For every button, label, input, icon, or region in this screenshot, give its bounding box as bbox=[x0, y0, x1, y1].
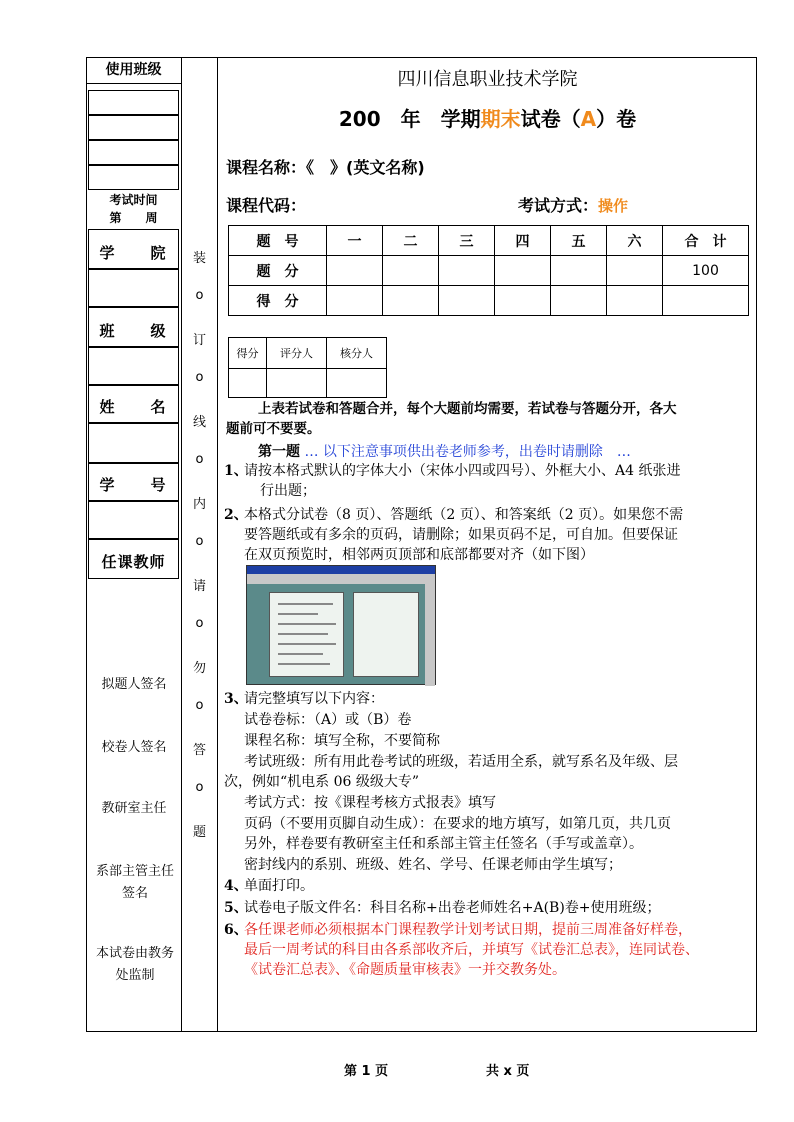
grader-value-row bbox=[229, 369, 387, 398]
exam-time-text: 考试时间 bbox=[109, 193, 158, 207]
item-text: 次，例如“机电系 06 级级大专” bbox=[224, 774, 420, 790]
item-text: 各任课老师必须根据本门课程教学计划考试日期，提前三周准备好样卷， bbox=[244, 922, 692, 938]
item-text: 试卷电子版文件名：科目名称+出卷老师姓名+A(B)卷+使用班级； bbox=[244, 900, 661, 916]
item-text: 请完整填写以下内容： bbox=[244, 691, 384, 707]
binding-char: 请 bbox=[192, 579, 206, 594]
checker-signature-label: 校卷人签名 bbox=[101, 740, 167, 755]
score-cell[interactable] bbox=[439, 256, 495, 286]
title-mid: 试卷（ bbox=[520, 107, 581, 131]
binding-char: 答 bbox=[192, 743, 206, 758]
binding-char: 线 bbox=[192, 415, 206, 430]
score-row-points bbox=[229, 256, 749, 286]
item-text: 试卷卷标：（A）或（B）卷 bbox=[244, 712, 412, 728]
exam-title bbox=[218, 103, 757, 132]
binding-char: o bbox=[195, 616, 204, 631]
title-pre: 200 年 学期 bbox=[338, 107, 481, 131]
score-cell[interactable] bbox=[327, 256, 383, 286]
grader-header: 得分 bbox=[229, 338, 267, 369]
binding-char: o bbox=[195, 288, 204, 303]
binding-line-column bbox=[182, 57, 217, 1032]
score-cell[interactable] bbox=[663, 286, 749, 316]
score-cell: 一 bbox=[327, 226, 383, 256]
question-1-label: 第一题 bbox=[258, 444, 300, 460]
class-field[interactable] bbox=[88, 115, 179, 140]
college-field[interactable] bbox=[88, 269, 179, 307]
item-text: 请按本格式默认的字体大小（宋体小四或四号）、外框大小、A4 纸张进 bbox=[244, 463, 681, 479]
question-1-heading bbox=[258, 443, 631, 462]
grader-cell[interactable] bbox=[327, 369, 387, 398]
binding-char: 勿 bbox=[192, 661, 206, 676]
item-text: 页码（不要用页脚自动生成）：在要求的地方填写，如第几页，共几页 bbox=[244, 816, 671, 832]
title-version: A bbox=[580, 107, 597, 131]
score-cell: 六 bbox=[607, 226, 663, 256]
preview-page-right bbox=[353, 592, 419, 677]
item-number: 2、 bbox=[224, 507, 248, 523]
score-cell[interactable] bbox=[327, 286, 383, 316]
student-id-field[interactable] bbox=[88, 501, 179, 539]
item-number: 6、 bbox=[224, 922, 248, 938]
school-name: 四川信息职业技术学院 bbox=[397, 69, 578, 90]
class-name-field[interactable] bbox=[88, 347, 179, 385]
class-field[interactable] bbox=[88, 165, 179, 190]
student-info-sidebar bbox=[86, 57, 182, 1032]
exam-method-label: 考试方式： bbox=[518, 196, 599, 215]
grader-cell[interactable] bbox=[229, 369, 267, 398]
title-term: 期末 bbox=[480, 107, 521, 131]
name-label: 姓 名 bbox=[99, 398, 168, 416]
exam-method-value: 操作 bbox=[598, 197, 629, 215]
window-titlebar bbox=[247, 566, 435, 574]
course-name-label: 课程名称：《 》(英文名称) bbox=[226, 158, 425, 177]
teacher-label: 任课教师 bbox=[101, 553, 166, 571]
title-post: ）卷 bbox=[596, 107, 637, 131]
score-cell: 四 bbox=[495, 226, 551, 256]
item-text: 最后一周考试的科目由各系部收齐后，并填写《试卷汇总表》，连同试卷、 bbox=[244, 942, 699, 958]
note-line: 上表若试卷和答题合并，每个大题前均需要，若试卷与答题分开，各大 bbox=[258, 401, 677, 417]
binding-char: o bbox=[195, 370, 204, 385]
item-number: 4、 bbox=[224, 878, 248, 894]
grader-cell[interactable] bbox=[267, 369, 327, 398]
score-cell[interactable] bbox=[383, 286, 439, 316]
grader-header-row bbox=[229, 338, 387, 369]
score-cell: 合 计 bbox=[663, 226, 749, 256]
score-cell[interactable] bbox=[607, 256, 663, 286]
score-cell: 二 bbox=[383, 226, 439, 256]
binding-char: o bbox=[195, 780, 204, 795]
score-cell: 三 bbox=[439, 226, 495, 256]
score-cell[interactable] bbox=[383, 256, 439, 286]
dept-director-signature-label: 系部主管主任签名 bbox=[95, 864, 174, 901]
score-cell[interactable] bbox=[439, 286, 495, 316]
score-table bbox=[228, 225, 749, 316]
name-field[interactable] bbox=[88, 423, 179, 463]
score-cell: 题 分 bbox=[229, 256, 327, 286]
score-cell[interactable] bbox=[551, 256, 607, 286]
binding-char: o bbox=[195, 452, 204, 467]
window-menubar bbox=[247, 574, 435, 584]
preview-page-left bbox=[269, 592, 344, 677]
exam-method bbox=[518, 193, 628, 216]
score-cell[interactable] bbox=[495, 286, 551, 316]
binding-char: 装 bbox=[192, 251, 206, 266]
grader-table bbox=[228, 337, 387, 398]
grader-header: 核分人 bbox=[327, 338, 387, 369]
item-text: 另外，样卷要有教研室主任和系部主管主任签名（手写或盖章）。 bbox=[244, 836, 643, 852]
score-cell: 得 分 bbox=[229, 286, 327, 316]
week-text: 第 周 bbox=[109, 211, 158, 225]
score-cell[interactable] bbox=[551, 286, 607, 316]
item-text: 考试班级：所有用此卷考试的班级，若适用全系，就写系名及年级、层 bbox=[244, 754, 678, 770]
score-cell[interactable] bbox=[495, 256, 551, 286]
score-total: 100 bbox=[663, 256, 749, 286]
item-text: 密封线内的系别、班级、姓名、学号、任课老师由学生填写； bbox=[244, 857, 622, 873]
window-scrollbar bbox=[425, 584, 435, 686]
item-number: 5、 bbox=[224, 900, 248, 916]
grader-header: 评分人 bbox=[267, 338, 327, 369]
score-row-number bbox=[229, 226, 749, 256]
item-text: 《试卷汇总表》、《命题质量审核表》一并交教务处。 bbox=[244, 962, 566, 978]
note-line: 题前可不要要。 bbox=[226, 421, 321, 437]
score-cell: 题 号 bbox=[229, 226, 327, 256]
question-1-note: … 以下注意事项供出卷老师参考，出卷时请删除 … bbox=[304, 444, 631, 460]
binding-char: o bbox=[195, 698, 204, 713]
binding-char: 订 bbox=[192, 333, 206, 348]
page-number: 第 1 页 bbox=[344, 1064, 389, 1079]
item-text: 要答题纸或有多余的页码，请删除；如果页码不足，可自加。但要保证 bbox=[244, 527, 678, 543]
supervision-label: 本试卷由教务处监制 bbox=[95, 946, 174, 983]
item-text: 行出题； bbox=[260, 483, 316, 499]
score-row-earned bbox=[229, 286, 749, 316]
item-text: 单面打印。 bbox=[244, 878, 314, 894]
course-code-label: 课程代码： bbox=[226, 196, 307, 215]
office-director-label: 教研室主任 bbox=[101, 801, 167, 816]
exam-main bbox=[218, 57, 757, 1032]
item-text: 考试方式：按《课程考核方式报表》填写 bbox=[244, 795, 496, 811]
class-label: 班 级 bbox=[99, 322, 168, 340]
item-number: 3、 bbox=[224, 691, 248, 707]
exam-time-label bbox=[86, 191, 181, 227]
page-total: 共 x 页 bbox=[486, 1064, 530, 1079]
student-id-label: 学 号 bbox=[99, 476, 168, 494]
class-header: 使用班级 bbox=[86, 57, 181, 84]
class-field[interactable] bbox=[88, 90, 179, 115]
score-cell[interactable] bbox=[607, 286, 663, 316]
item-number: 1、 bbox=[224, 463, 248, 479]
item-text: 课程名称：填写全称，不要简称 bbox=[244, 733, 440, 749]
college-label: 学 院 bbox=[99, 244, 168, 262]
class-field[interactable] bbox=[88, 140, 179, 165]
score-cell: 五 bbox=[551, 226, 607, 256]
binding-char: 内 bbox=[192, 497, 206, 512]
item-text: 在双页预览时，相邻两页顶部和底部都要对齐（如下图） bbox=[244, 547, 594, 563]
setter-signature-label: 拟题人签名 bbox=[101, 677, 167, 692]
binding-char: 题 bbox=[192, 825, 206, 840]
item-text: 本格式分试卷（8 页）、答题纸（2 页）、和答案纸（2 页）。如果您不需 bbox=[244, 507, 684, 523]
binding-char: o bbox=[195, 534, 204, 549]
double-page-preview-image bbox=[246, 565, 436, 685]
